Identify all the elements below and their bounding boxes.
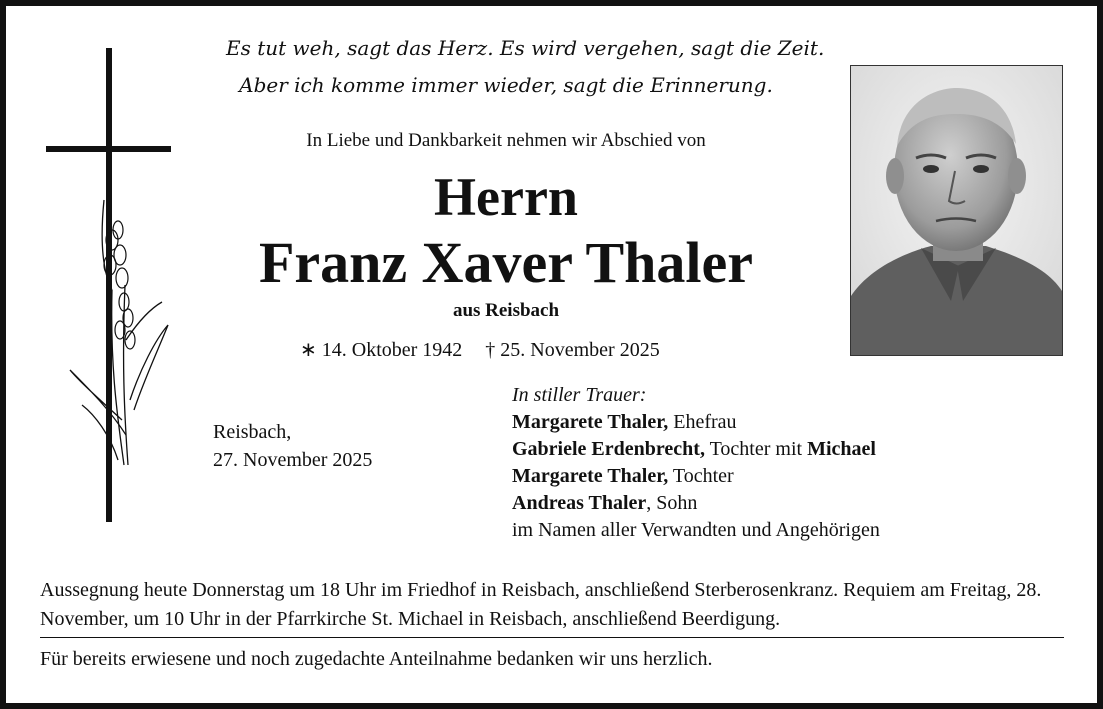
deceased-name: Franz Xaver Thaler	[259, 230, 753, 295]
mourners-closing: im Namen aller Verwandten und Angehörigen	[512, 519, 880, 541]
mourner-extra: Michael	[807, 438, 876, 460]
divider	[40, 637, 1064, 638]
mourner-row	[512, 436, 880, 463]
ceremony-notice: Aussegnung heute Donnerstag um 18 Uhr im Friedhof in Reisbach, anschließend Sterberosenkranz. Requiem am Freitag, 28. November, um 10 Uhr in der Pfarrkirche St. Michael in Reisbach, anschließend Beerdigung.	[40, 579, 1042, 630]
thanks-text: Für bereits erwiesene und noch zugedachte Anteilnahme bedanken wir uns herzlich.	[40, 648, 713, 670]
mourner-row	[512, 409, 880, 436]
salutation: Herrn	[434, 167, 578, 227]
intro-text: In Liebe und Dankbarkeit nehmen wir Abschied von	[306, 130, 706, 151]
motto-line-1: Es tut weh, sagt das Herz. Es wird vergehen, sagt die Zeit.	[226, 36, 825, 60]
life-dates	[300, 337, 678, 362]
mourners-block	[512, 382, 880, 544]
origin-text: aus Reisbach	[452, 300, 560, 321]
mourner-relation: Tochter mit	[704, 438, 808, 460]
mourner-relation: Tochter	[668, 465, 734, 487]
motto-line-2: Aber ich komme immer wieder, sagt die Erinnerung.	[239, 73, 773, 97]
mourner-relation: Ehefrau	[668, 411, 737, 433]
mourner-name: Andreas Thaler	[512, 492, 647, 514]
death-date: † 25. November 2025	[485, 339, 660, 361]
place: Reisbach,	[213, 421, 292, 443]
mourner-row	[512, 490, 880, 517]
cross-with-wheat-icon	[40, 40, 180, 530]
mourner-name: Margarete Thaler,	[512, 465, 669, 487]
mourner-relation: , Sohn	[646, 492, 698, 514]
date: 27. November 2025	[213, 449, 373, 471]
mourner-name: Gabriele Erdenbrecht,	[512, 438, 705, 460]
place-date	[213, 418, 372, 474]
mourner-row	[512, 463, 880, 490]
mourners-lead: In stiller Trauer:	[512, 384, 647, 406]
portrait-photo	[850, 65, 1063, 356]
mourner-name: Margarete Thaler,	[512, 411, 669, 433]
birth-date: ∗ 14. Oktober 1942	[300, 339, 463, 361]
